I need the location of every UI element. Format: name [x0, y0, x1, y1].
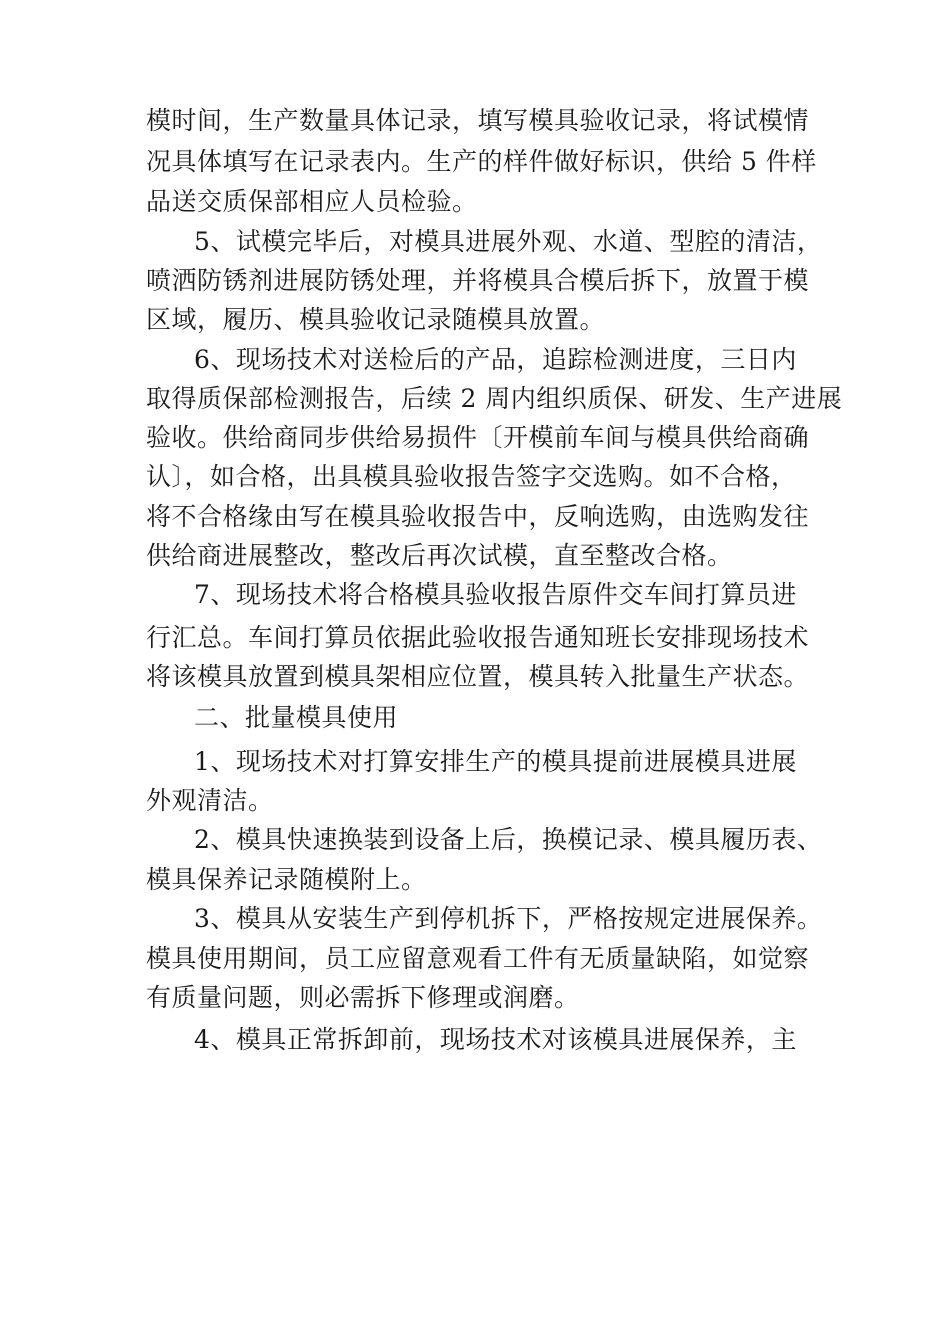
text-line: 行汇总。车间打算员依据此验收报告通知班长安排现场技术 [146, 623, 810, 652]
text-line: 7、现场技术将合格模具验收报告原件交车间打算员进 [194, 580, 797, 609]
text-line: 外观清洁。 [146, 786, 274, 815]
text-line: 模具使用期间，员工应留意观看工件有无质量缺陷，如觉察 [146, 944, 810, 973]
text-line: 认〕，如合格，出具模具验收报告签字交选购。如不合格， [146, 462, 797, 491]
text-line: 模具保养记录随模附上。 [146, 865, 427, 894]
text-line: 取得质保部检测报告，后续 2 周内组织质保、研发、生产进展 [146, 384, 843, 413]
text-line: 有质量问题，则必需拆下修理或润磨。 [146, 983, 580, 1012]
text-line: 况具体填写在记录表内。生产的样件做好标识，供给 5 件样 [146, 147, 817, 176]
section-heading: 二、批量模具使用 [194, 703, 399, 732]
text-line: 2、模具快速换装到设备上后，换模记录、模具履历表、 [194, 825, 823, 854]
text-line: 品送交质保部相应人员检验。 [146, 187, 478, 216]
text-line: 5、试模完毕后，对模具进展外观、水道、型腔的清洁， [194, 227, 823, 256]
text-line: 4、模具正常拆卸前，现场技术对该模具进展保养，主 [194, 1025, 797, 1054]
text-line: 6、现场技术对送检后的产品，追踪检测进度，三日内 [194, 345, 797, 374]
text-line: 将该模具放置到模具架相应位置，模具转入批量生产状态。 [146, 662, 810, 691]
text-line: 模时间，生产数量具体记录，填写模具验收记录，将试模情 [146, 106, 810, 135]
text-line: 将不合格缘由写在模具验收报告中，反响选购，由选购发往 [146, 502, 810, 531]
text-line: 验收。供给商同步供给易损件〔开模前车间与模具供给商确 [146, 423, 810, 452]
text-line: 3、模具从安装生产到停机拆下，严格按规定进展保养。 [194, 904, 823, 933]
text-line: 区域，履历、模具验收记录随模具放置。 [146, 305, 606, 334]
text-line: 喷洒防锈剂进展防锈处理，并将模具合模后拆下，放置于模 [146, 266, 810, 295]
text-line: 供给商进展整改，整改后再次试模，直至整改合格。 [146, 541, 733, 570]
text-line: 1、现场技术对打算安排生产的模具提前进展模具进展 [194, 747, 797, 776]
